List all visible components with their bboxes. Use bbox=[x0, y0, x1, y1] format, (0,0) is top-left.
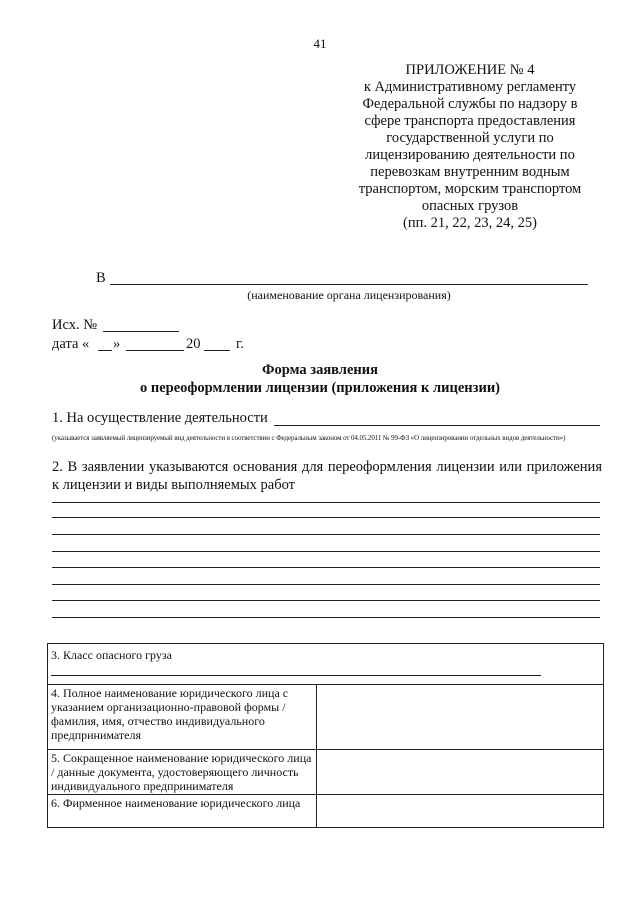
table-row bbox=[48, 644, 604, 685]
appendix-line: перевозкам внутренним водным bbox=[370, 164, 570, 180]
date-day-field[interactable] bbox=[98, 350, 112, 351]
form-title-line2: о переоформлении лицензии (приложения к лицензии) bbox=[139, 380, 500, 396]
row5-label: 5. Сокращенное наименование юридического лица / данные документа, удостоверяющего личность индивидуального предпринимателя bbox=[48, 750, 317, 795]
item2-field-line[interactable] bbox=[52, 567, 600, 568]
row3-field-line bbox=[51, 675, 541, 676]
row3-cell[interactable] bbox=[48, 644, 604, 685]
appendix-line: сфере транспорта предоставления bbox=[364, 113, 576, 129]
item2-field-line[interactable] bbox=[52, 534, 600, 535]
table-row bbox=[48, 685, 604, 750]
year-suffix: г. bbox=[236, 336, 244, 352]
row3-label: 3. Класс опасного груза bbox=[51, 648, 172, 662]
row5-value[interactable] bbox=[317, 750, 604, 795]
item2-field-line[interactable] bbox=[52, 502, 600, 503]
item2-text: 2. В заявлении указываются основания для переоформления лицензии или приложения к лицензии и виды выполняемых работ bbox=[52, 459, 602, 493]
outgoing-ref-field[interactable] bbox=[103, 331, 179, 332]
appendix-line: лицензированию деятельности по bbox=[365, 147, 575, 163]
table-row bbox=[48, 795, 604, 828]
appendix-line: государственной услуги по bbox=[386, 130, 554, 146]
date-year-field[interactable] bbox=[204, 350, 230, 351]
year-prefix: 20 bbox=[186, 336, 201, 352]
outgoing-ref-label: Исх. № bbox=[52, 317, 98, 333]
addressee-caption: (наименование органа лицензирования) bbox=[247, 288, 451, 302]
appendix-line: опасных грузов bbox=[421, 198, 519, 214]
item2-field-line[interactable] bbox=[52, 517, 600, 518]
row6-value[interactable] bbox=[317, 795, 604, 828]
addressee-field[interactable] bbox=[110, 284, 588, 285]
item2-field-line[interactable] bbox=[52, 584, 600, 585]
appendix-line: к Административному регламенту bbox=[363, 79, 577, 95]
item2-field-line[interactable] bbox=[52, 600, 600, 601]
date-label: дата « bbox=[52, 336, 90, 352]
appendix-line: (пп. 21, 22, 23, 24, 25) bbox=[403, 215, 537, 231]
date-month-field[interactable] bbox=[126, 350, 184, 351]
appendix-header bbox=[330, 62, 610, 232]
item1-note: (указывается заявляемый лицензируемый вид деятельности в соответствии с Федеральным законом от 04.05.2011 № 99-ФЗ «О лицензировании отдельных видов деятельности») bbox=[52, 434, 566, 442]
appendix-line: транспортом, морским транспортом bbox=[358, 181, 582, 197]
form-title-line1: Форма заявления bbox=[262, 362, 378, 378]
page-number: 41 bbox=[313, 36, 327, 51]
date-mid: » bbox=[113, 336, 121, 352]
item2-field-line[interactable] bbox=[52, 617, 600, 618]
applicant-table bbox=[47, 643, 604, 828]
appendix-title: ПРИЛОЖЕНИЕ № 4 bbox=[405, 62, 535, 78]
row6-label: 6. Фирменное наименование юридического лица bbox=[48, 795, 317, 828]
row4-value[interactable] bbox=[317, 685, 604, 750]
row4-label: 4. Полное наименование юридического лица с указанием организационно-правовой формы / фамилия, имя, отчество индивидуального предпринимателя bbox=[48, 685, 317, 750]
item1-field[interactable] bbox=[274, 425, 600, 426]
appendix-line: Федеральной службы по надзору в bbox=[362, 96, 578, 112]
item1-label: 1. На осуществление деятельности bbox=[52, 410, 268, 426]
item2-field-line[interactable] bbox=[52, 551, 600, 552]
addressee-prefix: В bbox=[96, 270, 106, 286]
table-row bbox=[48, 750, 604, 795]
